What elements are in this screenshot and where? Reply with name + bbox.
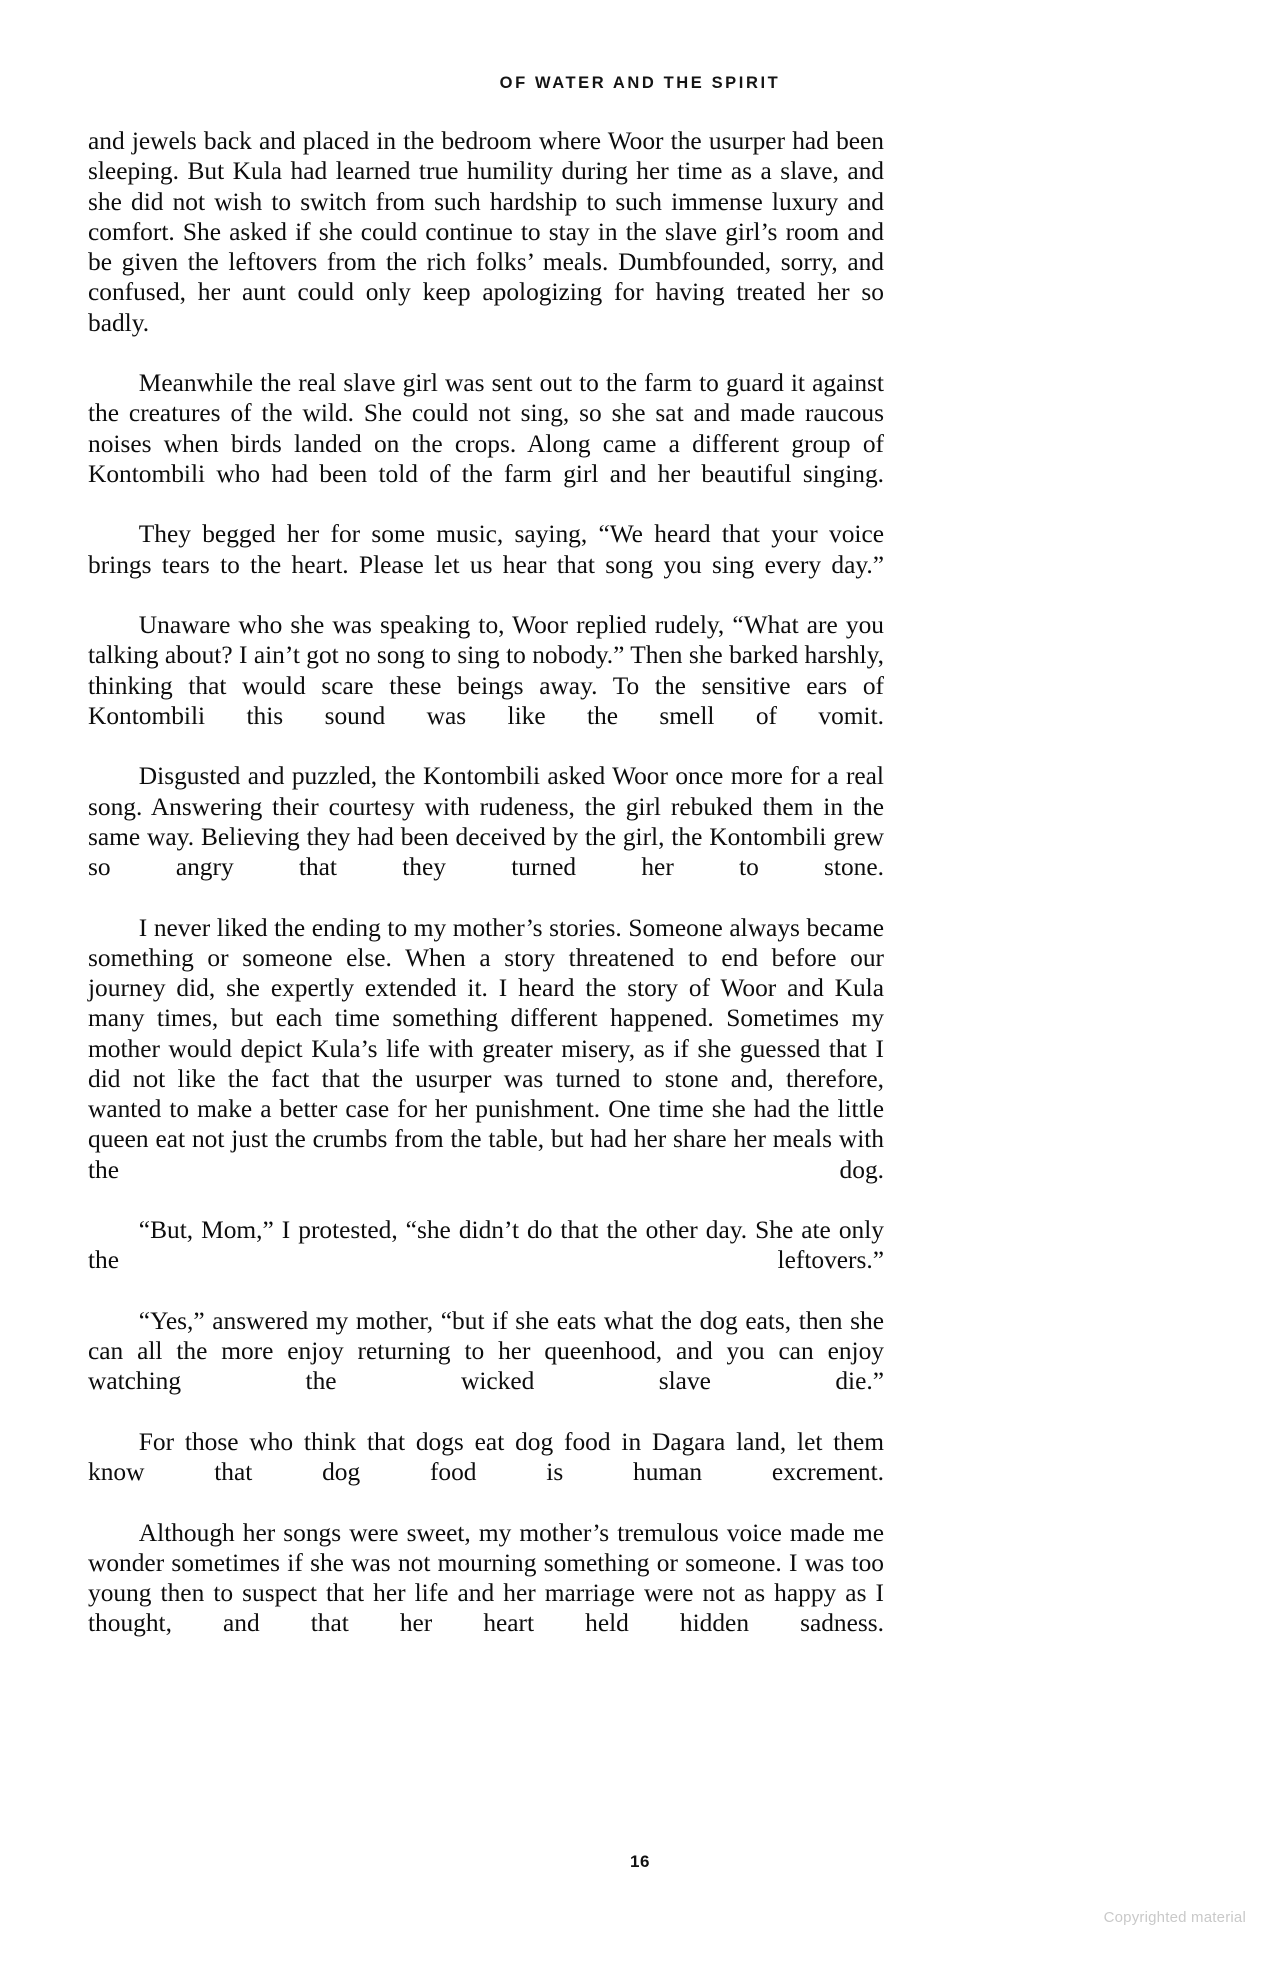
copyright-watermark: Copyrighted material	[1103, 1909, 1246, 1926]
paragraph: and jewels back and placed in the bedroom where Woor the usurper had been sleeping. But Kula had learned true humility during her time as a slave, and she did not wish to switch from such hardship to such immense luxury and comfort. She asked if she could continue to stay in the slave girl’s room and be given the leftovers from the rich folks’ meals. Dumbfounded, sorry, and confused, her aunt could only keep apologizing for having treated her so badly.	[88, 127, 884, 337]
paragraph: For those who think that dogs eat dog food in Dagara land, let them know that dog food is human excrement.	[88, 1427, 884, 1486]
paragraph: I never liked the ending to my mother’s stories. Someone always became something or someone else. When a story threatened to end before our journey did, she expertly extended it. I heard the story of Woor and Kula many times, but each time something different happened. Sometimes my mother would depict Kula’s life with greater misery, as if she guessed that I did not like the fact that the usurper was turned to stone and, therefore, wanted to make a better case for her punishment. One time she had the little queen eat not just the crumbs from the table, but had her share her meals with the dog.	[88, 913, 884, 1184]
paragraph: “But, Mom,” I protested, “she didn’t do that the other day. She ate only the leftovers.”	[88, 1216, 884, 1275]
paragraph: “Yes,” answered my mother, “but if she eats what the dog eats, then she can all the more enjoy returning to her queenhood, and you can enjoy watching the wicked slave die.”	[88, 1306, 884, 1396]
paragraph: Unaware who she was speaking to, Woor replied rudely, “What are you talking about? I ain’t got no song to sing to nobody.” Then she barked harshly, thinking that would scare these beings away. To the sensitive ears of Kontombili this sound was like the smell of vomit.	[88, 611, 884, 730]
page-number: 16	[630, 1852, 650, 1871]
paragraph: Although her songs were sweet, my mother’s tremulous voice made me wonder sometimes if she was not mourning something or someone. I was too young then to suspect that her life and her marriage were not as happy as I thought, and that her heart held hidden sadness.	[88, 1518, 884, 1638]
running-head: OF WATER AND THE SPIRIT	[499, 74, 781, 92]
paragraph: Meanwhile the real slave girl was sent out to the farm to guard it against the creatures of the wild. She could not sing, so she sat and made raucous noises when birds landed on the crops. Along came a different group of Kontombili who had been told of the farm girl and her beautiful singing.	[88, 369, 884, 488]
paragraph: Disgusted and puzzled, the Kontombili asked Woor once more for a real song. Answering their courtesy with rudeness, the girl rebuked them in the same way. Believing they had been deceived by the girl, the Kontombili grew so angry that they turned her to stone.	[88, 762, 884, 881]
paragraph: They begged her for some music, saying, “We heard that your voice brings tears to the heart. Please let us hear that song you sing every day.”	[88, 520, 884, 579]
body-text-block	[88, 126, 884, 1669]
